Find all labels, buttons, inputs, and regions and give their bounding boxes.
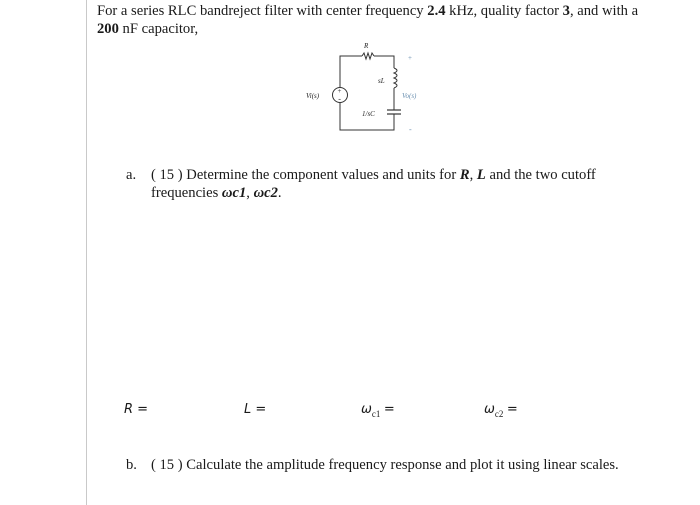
capacitor-label: 1/sC [362, 110, 375, 118]
capacitance-value: 200 [97, 21, 119, 37]
answer-blanks-row [0, 402, 700, 424]
rlc-circuit-diagram [280, 38, 430, 138]
output-voltage-label: Vo(s) [402, 92, 417, 100]
inductor-symbol [394, 68, 397, 88]
intro-text-3: , and with a [569, 3, 639, 19]
inductor-label: sL [378, 77, 385, 85]
part-a-text-1: Determine the component values and units for [186, 167, 457, 183]
wire-top-left [340, 56, 362, 88]
resistor-symbol [362, 53, 374, 59]
part-a-letter: a. [126, 167, 137, 183]
answer-l-label: L = [244, 402, 267, 417]
part-a-text-2: and the two cutoff frequencies [151, 167, 596, 201]
source-plus-sign: + [337, 87, 342, 95]
problem-intro [97, 2, 657, 38]
center-frequency-value: 2.4 [427, 3, 446, 19]
wire-top-right [374, 56, 394, 68]
part-a-wc1: ωc1 [221, 185, 247, 201]
part-a-period: . [277, 185, 282, 201]
source-minus-sign: - [338, 94, 341, 104]
answer-r [124, 402, 148, 418]
resistor-label: R [364, 42, 369, 50]
answer-wc1-equals: = [383, 402, 395, 417]
part-a-comma-2: , [246, 185, 250, 201]
answer-r-label: R = [124, 402, 149, 417]
intro-text-4: nF capacitor, [122, 21, 199, 37]
part-a-var-l: L [476, 167, 486, 183]
answer-wc1 [361, 402, 395, 419]
output-minus-sign: - [409, 125, 412, 134]
part-a-comma: , [469, 167, 474, 183]
page-left-border [86, 0, 87, 505]
part-a-wc2: ωc2 [253, 185, 278, 201]
part-b-text: Calculate the amplitude frequency response and plot it using linear scales. [186, 457, 619, 473]
answer-wc2-subscript: c2 [494, 408, 504, 419]
part-b-letter: b. [126, 457, 137, 473]
intro-text-1: For a series RLC bandreject filter with center frequency [97, 3, 424, 19]
answer-wc2 [484, 402, 518, 419]
quality-factor-value: 3 [562, 3, 570, 19]
answer-wc2-equals: = [506, 402, 518, 417]
intro-text-2: kHz, quality factor [449, 3, 559, 19]
part-a-points: ( 15 ) [151, 167, 183, 183]
answer-wc2-symbol: ω [484, 402, 495, 417]
source-label: Vi(s) [306, 92, 320, 100]
part-a-var-r: R [459, 167, 470, 183]
answer-wc1-subscript: c1 [371, 408, 381, 419]
answer-l [244, 402, 266, 418]
part-b-points: ( 15 ) [151, 457, 183, 473]
answer-wc1-symbol: ω [361, 402, 372, 417]
output-plus-sign: + [408, 54, 412, 62]
